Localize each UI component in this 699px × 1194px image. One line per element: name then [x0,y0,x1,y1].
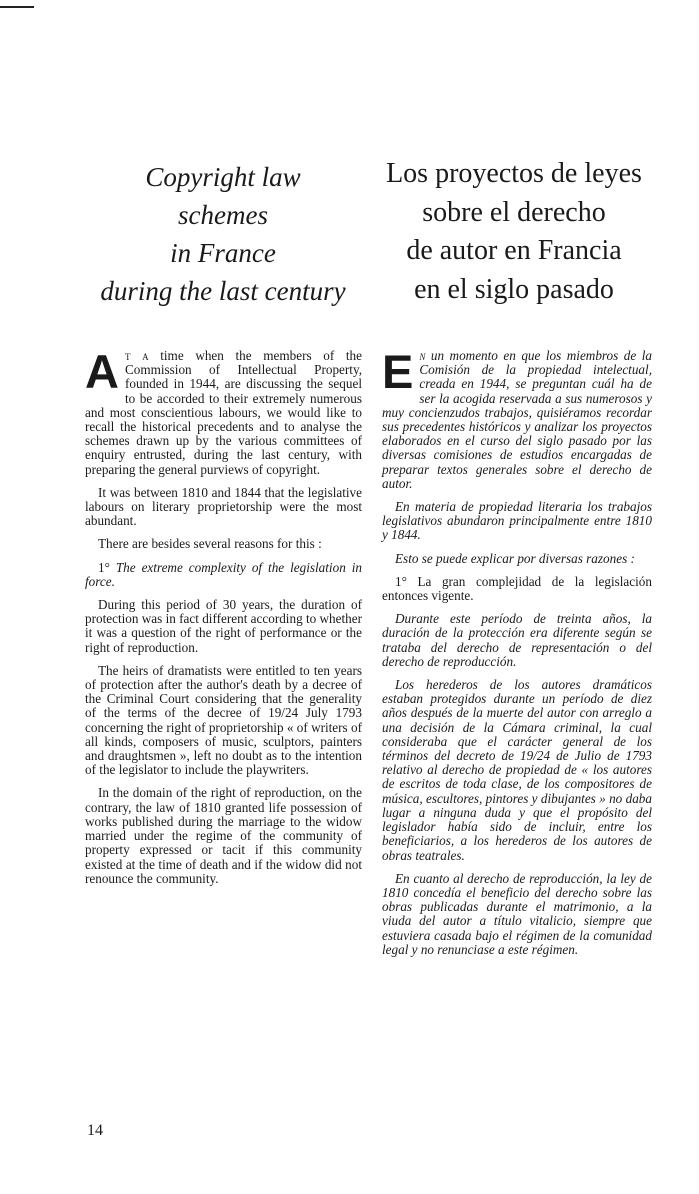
title-spanish-line: sobre el derecho [422,196,606,228]
list-text: The extreme complexity of the legislation in force. [85,559,362,589]
spanish-paragraph-4: 1° La gran complejidad de la legislación entonces vigente. [382,573,652,604]
english-paragraph-5: During this period of 30 years, the duration of protection was in fact different according to whether it was a question of the right of performance or the right of reproduction. [85,597,362,655]
english-paragraph-7: In the domain of the right of reproduction, on the contrary, the law of 1810 granted life possession of works published during the marriage to the widow married under the regime of the community of property expressed or tacit if this community existed at the time of death and if the widow did not renounce the community. [85,785,362,886]
english-column [85,345,362,895]
title-english [88,158,358,310]
spanish-paragraph-3: Esto se puede explicar por diversas razones : [395,550,635,566]
paragraph-text: un momento en que los miembros de la Comisión de la propiedad intelectual, creada en 1944, se preguntan cuál ha de ser la acogida reservada a sus numerosos y muy concienzudos trabajos, quisiéramos recordar sus precedentes históricos y analizar los proyectos elaborados en el curso del siglo pasado por las diversas comisiones de estudios encargadas de preparar textos generales sobre el derecho de autor. [382,348,652,491]
title-english-line: during the last century [100,276,346,306]
spanish-paragraph-7: En cuanto al derecho de reproducción, la ley de 1810 concedía el beneficio del derecho sobre las obras publicadas durante el matrimonio, a la viuda del autor a título vitalicio, siempre que estuviera casada bajo el régimen de la comunidad legal y no renunciase a este régimen. [382,870,652,957]
title-english-line: schemes [178,200,268,230]
title-spanish-line: en el siglo pasado [414,273,614,305]
spanish-paragraph-6: Los herederos de los autores dramáticos estaban protegidos durante un período de diez años después de la muerte del autor con arreglo a una decisión de la Cámara criminal, la cual consideraba que el carácter general de los términos del decreto de 19/24 de Julio de 1793 relativo al derecho de propiedad de « los autores de escritos de toda clase, de los compositores de música, escultores, pintores y dibujantes » no daba lugar a ninguna duda y que el propósito del legislador había sido de incluir, entre los beneficiarios, a los herederos de los autores de obras teatrales. [382,677,652,863]
small-caps-lead: t a [124,348,149,363]
english-paragraph-1 [85,345,362,477]
drop-cap: A [85,345,119,398]
spanish-paragraph-5: Durante este período de treinta años, la duración de la protección era diferente según se trataba del derecho de representación o del derecho de reproducción. [382,611,652,669]
english-paragraph-2: It was between 1810 and 1844 that the legislative labours on literary proprietorship were the most abundant. [85,484,362,529]
drop-cap: E [382,345,414,398]
spanish-paragraph-1 [382,345,652,491]
title-english-line: in France [170,238,276,268]
title-english-line: Copyright law [145,162,301,192]
title-spanish [373,155,655,309]
title-spanish-line: Los proyectos de leyes [386,158,642,189]
english-paragraph-6: The heirs of dramatists were entitled to ten years of protection after the author's death by a decree of the Criminal Court considering that the generality of the terms of the decree of 19/24 July 1793 concerning the right of proprietorship « of writers of all kinds, composers of music, sculptors, painters and draughtsmen », left no doubt as to the intention of the legislator to include the playwriters. [85,662,362,778]
english-paragraph-3: There are besides several reasons for this : [98,536,322,552]
english-paragraph-4 [85,561,362,589]
list-number: 1° [98,559,110,575]
paragraph-text: time when the members of the Commission of Intellectual Property, founded in 1944, are discussing the sequel to be accorded to their extremely numerous and most conscientious labours, we would like to recall the historical precedents and to analyse the schemes drawn up by the various committees of enquiry entrusted, during the last century, with preparing the general purviews of copyright. [85,348,362,477]
page-number: 14 [87,1122,103,1139]
spanish-paragraph-2: En materia de propiedad literaria los trabajos legislativos abundaron principalmente entre 1810 y 1844. [382,499,652,543]
corner-rule [0,6,34,8]
title-spanish-line: de autor en Francia [406,235,622,266]
small-caps-lead: n [419,348,426,363]
spanish-column [382,345,652,966]
